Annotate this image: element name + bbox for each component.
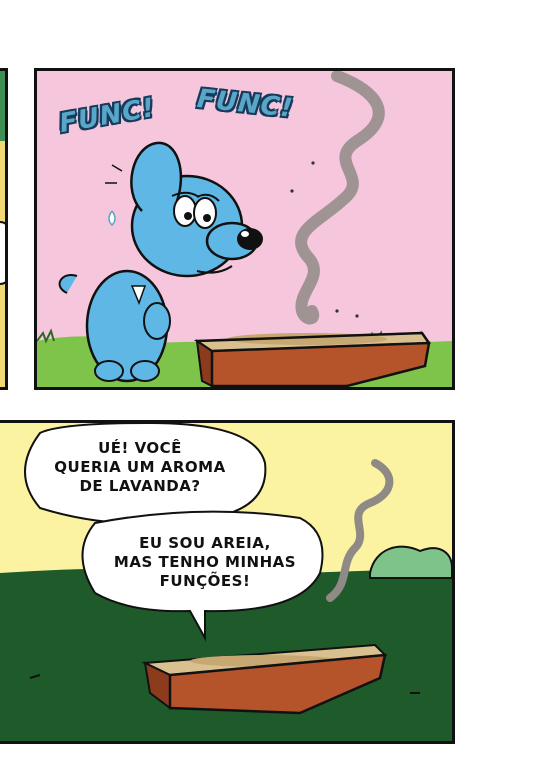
- panel-top-right: [34, 68, 455, 390]
- sfx-func-2: FUNC!: [195, 84, 295, 124]
- panel-bottom-right: [0, 420, 455, 744]
- bubble-2-line-1: EU SOU AREIA,: [139, 534, 271, 552]
- panel-left-edge-top: [0, 68, 8, 390]
- bubble-1-line-1: UÉ! VOCÊ: [98, 439, 182, 457]
- bubble-2-line-2: MAS TENHO MINHAS: [113, 553, 297, 571]
- sfx-func-1: FUNC!: [57, 92, 158, 140]
- smoke-trail: [301, 76, 379, 319]
- bubble-1-line-2: QUERIA UM AROMA: [54, 458, 226, 476]
- bubble-1-line-3: DE LAVANDA?: [79, 477, 201, 495]
- bubble-2-line-3: FUNÇÕES!: [159, 572, 251, 590]
